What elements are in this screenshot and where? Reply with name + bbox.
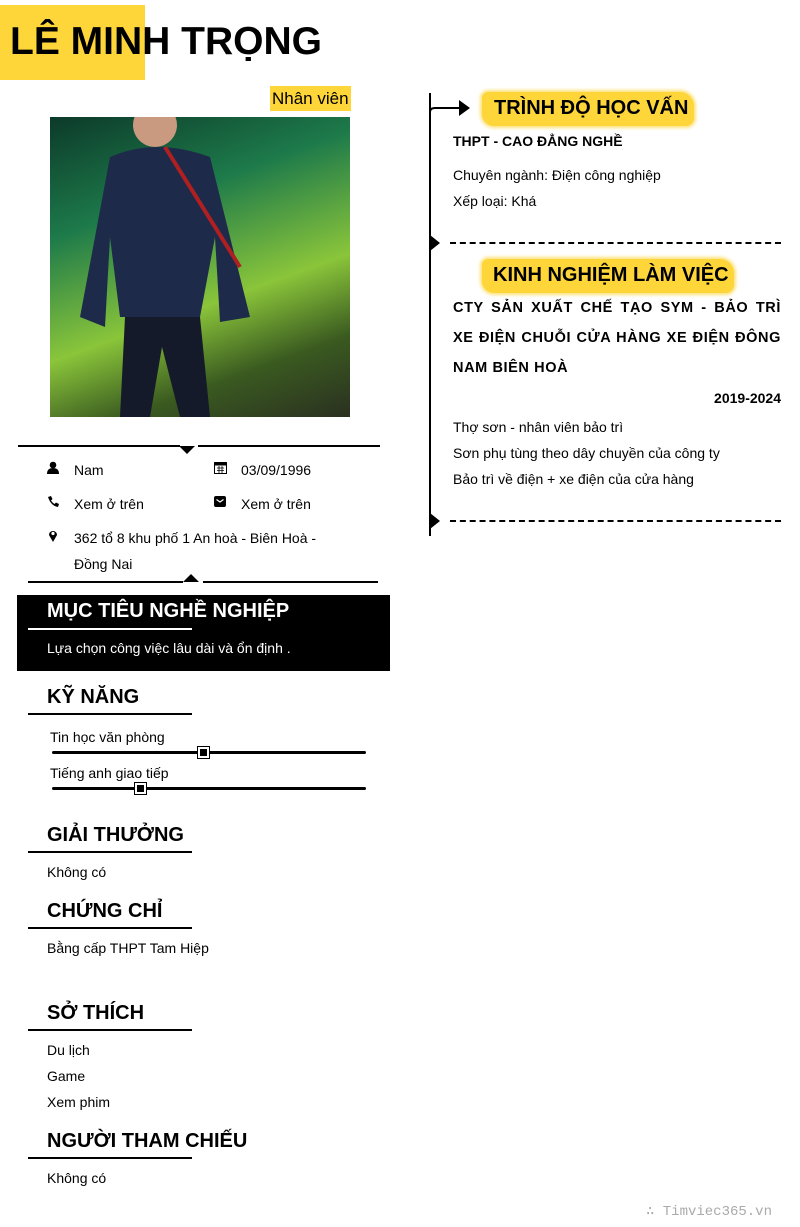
awards-title: GIẢI THƯỞNG [47, 824, 184, 846]
calendar-icon [213, 461, 227, 475]
arrow-right-icon [429, 98, 474, 120]
address [74, 525, 316, 577]
hobbies-title: SỞ THÍCH [47, 1002, 145, 1024]
skill-bar [52, 751, 366, 754]
map-marker-icon [46, 529, 60, 543]
user-icon [46, 461, 60, 475]
profile-photo [50, 117, 350, 417]
triangle-up-icon [183, 574, 199, 582]
experience-company: CTY SẢN XUẤT CHẾ TẠO SYM - BẢO TRÌ XE ĐIỆN CHUỖI CỬA HÀNG XE ĐIỆN ĐÔNG NAM BIÊN HOÀ [453, 300, 781, 376]
hobby-item: Game [47, 1068, 86, 1084]
title-underline [28, 713, 192, 715]
dashed-divider [450, 242, 781, 244]
objective-title: MỤC TIÊU NGHỀ NGHIỆP [47, 600, 290, 622]
address-line: Đồng Nai [74, 556, 133, 572]
title-underline [28, 1157, 192, 1159]
objective-text: Lựa chọn công việc lâu dài và ổn định . [47, 640, 291, 656]
email: Xem ở trên [241, 496, 311, 512]
birthday: 03/09/1996 [241, 462, 312, 478]
address-line: 362 tổ 8 khu phố 1 An hoà - Biên Hoà - [74, 530, 317, 546]
awards-text: Không có [47, 864, 107, 880]
gender: Nam [74, 462, 104, 478]
divider [18, 445, 180, 447]
divider [28, 581, 183, 583]
title-underline [28, 927, 192, 929]
experience-detail: Thợ sơn - nhân viên bảo trì [453, 419, 624, 435]
title-underline [28, 628, 192, 630]
education-title: TRÌNH ĐỘ HỌC VẤN [494, 97, 689, 119]
position-badge: Nhân viên [270, 86, 351, 111]
candidate-name: LÊ MINH TRỌNG [10, 20, 322, 63]
dashed-divider [450, 520, 781, 522]
phone: Xem ở trên [74, 496, 144, 512]
skill-bar [52, 787, 366, 790]
divider [203, 581, 378, 583]
skill-name: Tiếng anh giao tiếp [50, 765, 169, 781]
divider [198, 445, 380, 447]
envelope-icon [213, 495, 227, 509]
hobby-item: Xem phim [47, 1094, 111, 1110]
education-grade: Xếp loại: Khá [453, 193, 537, 209]
skill-level-marker [198, 747, 209, 758]
references-text: Không có [47, 1170, 107, 1186]
experience-detail: Sơn phụ tùng theo dây chuyền của công ty [453, 445, 720, 461]
watermark: ∴ Timviec365.vn [645, 1204, 772, 1220]
hobby-item: Du lịch [47, 1042, 90, 1058]
experience-title: KINH NGHIỆM LÀM VIỆC [493, 264, 729, 286]
title-underline [28, 851, 192, 853]
skill-level-marker [135, 783, 146, 794]
skill-name: Tin học văn phòng [50, 729, 165, 745]
phone-icon [46, 495, 60, 509]
timeline-marker-icon [430, 513, 440, 529]
education-major: Chuyên ngành: Điện công nghiệp [453, 167, 661, 183]
triangle-down-icon [179, 446, 195, 454]
timeline-line [429, 93, 431, 536]
person-photo-placeholder [50, 117, 350, 417]
certificates-text: Bằng cấp THPT Tam Hiệp [47, 940, 209, 956]
certificates-title: CHỨNG CHỈ [47, 900, 163, 922]
skills-title: KỸ NĂNG [47, 686, 140, 708]
experience-period: 2019-2024 [714, 390, 781, 406]
references-title: NGƯỜI THAM CHIẾU [47, 1130, 248, 1152]
education-school: THPT - CAO ĐẲNG NGHỀ [453, 133, 623, 149]
experience-detail: Bảo trì về điện + xe điện của cửa hàng [453, 471, 694, 487]
timeline-marker-icon [430, 235, 440, 251]
title-underline [28, 1029, 192, 1031]
